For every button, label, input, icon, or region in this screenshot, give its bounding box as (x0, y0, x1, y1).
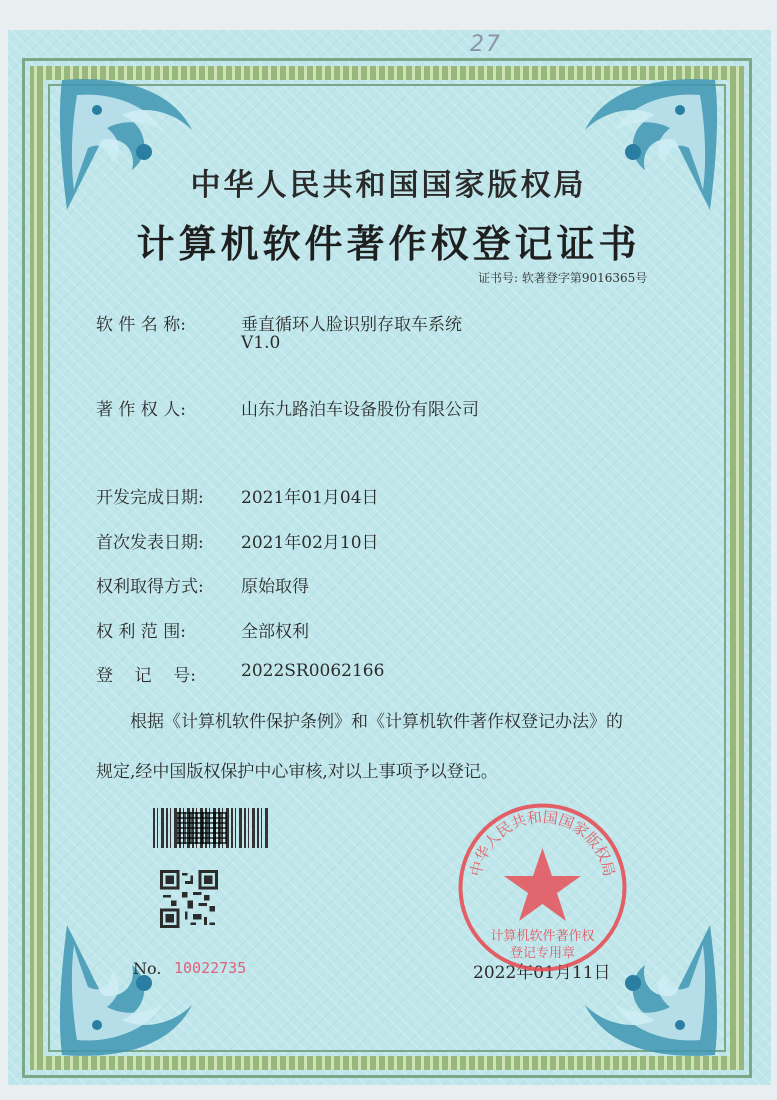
label-software-name: 软 件 名 称: (96, 315, 186, 335)
label-publish-date: 首次发表日期: (96, 533, 204, 553)
issue-date: 2022年01月11日 (473, 963, 611, 983)
certificate-number: 证书号: 软著登字第9016365号 (478, 271, 648, 285)
seal-outer-text: 中华人民共和国国家版权局 (466, 808, 619, 879)
statement-paragraph (96, 697, 696, 797)
value-software-name: 垂直循环人脸识别存取车系统 (241, 315, 462, 335)
seal-line-1: 计算机软件著作权 (490, 929, 595, 944)
value-registration-number: 2022SR0062166 (241, 661, 385, 681)
qr-code (160, 870, 218, 928)
label-rights-scope: 权 利 范 围: (96, 622, 186, 642)
label-registration-number: 登 记 号: (96, 666, 196, 686)
official-seal (455, 800, 630, 975)
value-publish-date: 2021年02月10日 (241, 533, 379, 553)
value-rights-scope: 全部权利 (241, 622, 309, 642)
value-completion-date: 2021年01月04日 (241, 488, 379, 508)
serial-label: No. (133, 959, 162, 978)
corner-ornament-bottom-left (52, 915, 202, 1065)
statement-line-1: 根据《计算机软件保护条例》和《计算机软件著作权登记办法》的 (130, 712, 623, 732)
value-acquisition-method: 原始取得 (241, 577, 309, 597)
issuer-title: 中华人民共和国国家版权局 (190, 168, 587, 203)
seal-line-2: 登记专用章 (509, 946, 576, 961)
label-completion-date: 开发完成日期: (96, 488, 204, 508)
value-software-version: V1.0 (241, 333, 281, 353)
label-acquisition-method: 权利取得方式: (96, 577, 204, 597)
certificate-title: 计算机软件著作权登记证书 (136, 221, 641, 266)
statement-line-2: 规定,经中国版权保护中心审核,对以上事项予以登记。 (96, 762, 498, 782)
value-copyright-owner: 山东九路泊车设备股份有限公司 (241, 400, 479, 420)
label-copyright-owner: 著 作 权 人: (96, 400, 186, 420)
serial-number: 10022735 (174, 959, 247, 977)
barcode (153, 808, 268, 848)
handwritten-mark: 27 (470, 32, 502, 57)
